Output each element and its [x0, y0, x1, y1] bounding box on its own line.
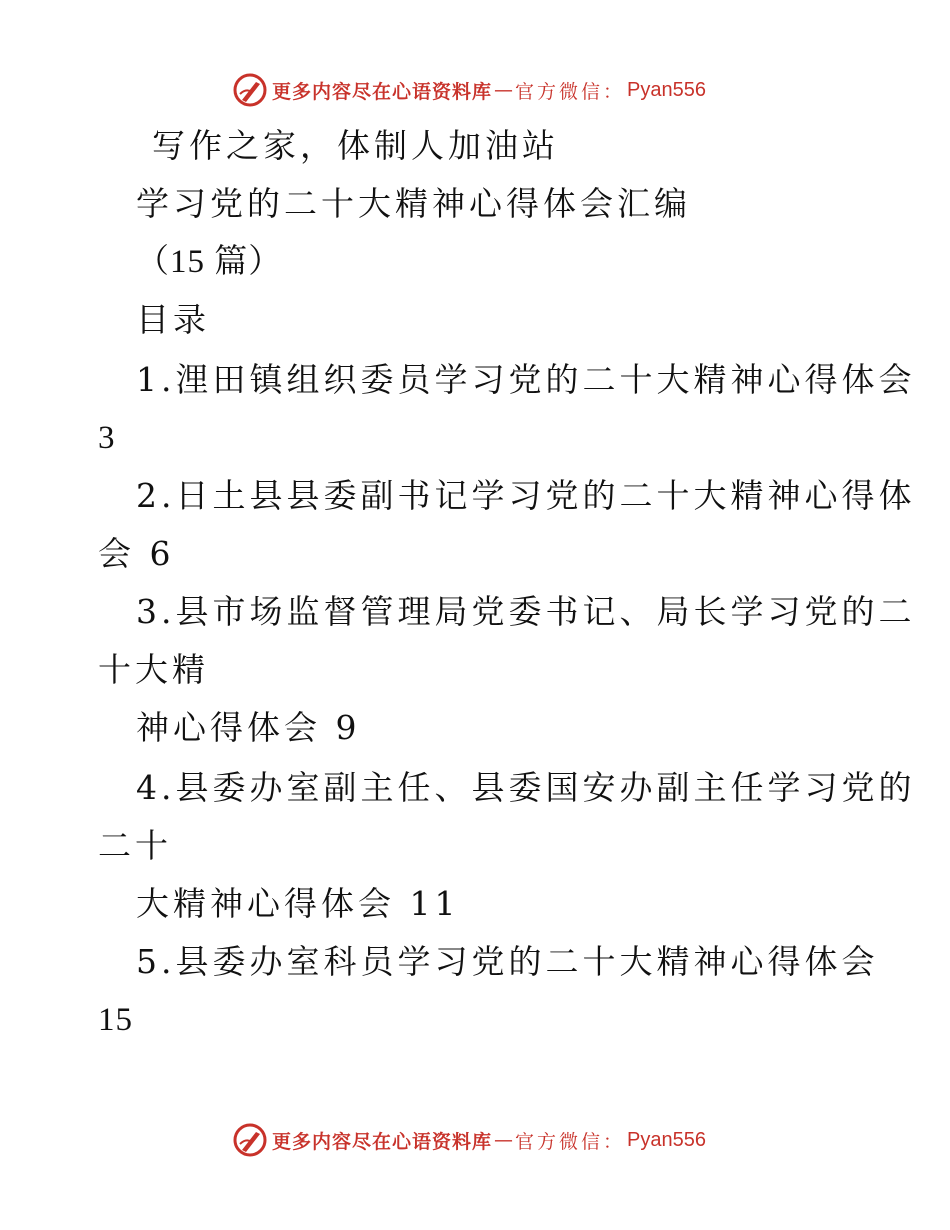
toc-entry-1-page: 3 — [98, 420, 116, 456]
watermark-wechat-id: Pyan556 — [627, 1128, 706, 1151]
quill-pen-logo-icon — [232, 72, 268, 108]
toc-entry-2: 2.日土县县委副书记学习党的二十大精神心得体 — [136, 476, 916, 515]
toc-entry-5: 5.县委办室科员学习党的二十大精神心得体会 — [136, 942, 879, 981]
quill-pen-logo-icon — [232, 1122, 268, 1158]
watermark-separator: — — [494, 1129, 514, 1151]
toc-entry-4-page: 大精神心得体会 11 — [136, 884, 460, 923]
watermark-wechat-label: 官方微信： — [515, 1130, 626, 1153]
toc-entry-3-cont: 十大精 — [98, 650, 209, 689]
document-subtitle: （15 篇） — [136, 244, 283, 280]
toc-entry-5-page: 15 — [98, 1002, 133, 1038]
watermark-banner-top — [232, 70, 706, 110]
watermark-separator: — — [494, 79, 514, 101]
watermark-brand: 更多内容尽在心语资料库 — [272, 1130, 493, 1153]
watermark-wechat-label: 官方微信： — [515, 80, 626, 103]
header-line: 写作之家，体制人加油站 — [152, 126, 559, 165]
toc-entry-4-cont: 二十 — [98, 826, 172, 865]
watermark-wechat-id: Pyan556 — [627, 78, 706, 101]
document-title: 学习党的二十大精神心得体会汇编 — [136, 184, 691, 223]
toc-entry-3-page: 神心得体会 9 — [136, 708, 361, 747]
watermark-brand: 更多内容尽在心语资料库 — [272, 80, 493, 103]
toc-entry-4: 4.县委办室副主任、县委国安办副主任学习党的 — [136, 768, 916, 807]
toc-entry-2-page: 会 6 — [98, 534, 175, 573]
watermark-banner-bottom — [232, 1120, 706, 1160]
toc-entry-1: 1.浬田镇组织委员学习党的二十大精神心得体会 — [136, 360, 916, 399]
toc-heading: 目录 — [136, 300, 210, 339]
toc-entry-3: 3.县市场监督管理局党委书记、局长学习党的二 — [136, 592, 916, 631]
